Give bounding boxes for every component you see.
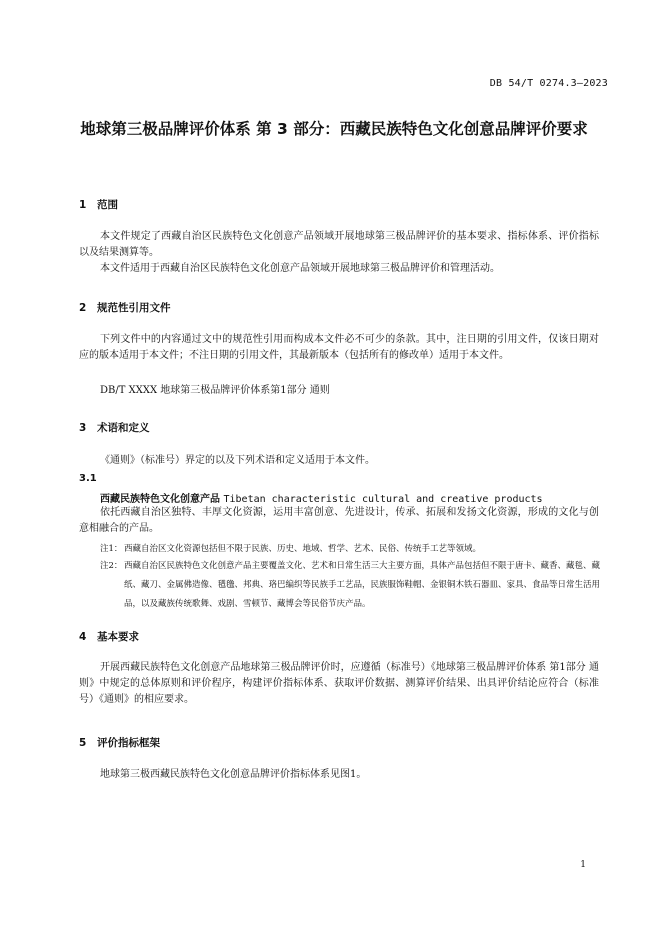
section-2-title: 规范性引用文件 bbox=[97, 302, 171, 314]
section-2-heading bbox=[79, 300, 171, 315]
section-5-number: 5 bbox=[79, 737, 87, 749]
document-title: 地球第三极品牌评价体系 第 3 部分：西藏民族特色文化创意品牌评价要求 bbox=[80, 120, 588, 138]
note-2 bbox=[100, 557, 601, 609]
section-4-title: 基本要求 bbox=[97, 631, 139, 643]
section-3-heading bbox=[79, 420, 150, 435]
section-3-paragraph-1: 《通则》（标准号）界定的以及下列术语和定义适用于本文件。 bbox=[100, 455, 375, 466]
note-2-label: 注2： bbox=[100, 561, 123, 571]
section-1-paragraph-1: 本文件规定了西藏自治区民族特色文化创意产品领域开展地球第三极品牌评价的基本要求、指标体系、评价指标以及结果测算等。 bbox=[79, 231, 599, 258]
section-4-number: 4 bbox=[79, 631, 87, 643]
section-1-title: 范围 bbox=[97, 199, 118, 211]
section-4-heading bbox=[79, 629, 139, 644]
clause-3-1-number: 3.1 bbox=[79, 473, 97, 484]
note-1-text: 西藏自治区文化资源包括但不限于民族、历史、地域、哲学、艺术、民俗、传统手工艺等领域。 bbox=[124, 544, 482, 554]
section-1-number: 1 bbox=[79, 199, 87, 211]
section-2-number: 2 bbox=[79, 302, 87, 314]
term-chinese: 西藏民族特色文化创意产品 bbox=[100, 494, 220, 505]
section-2-paragraph-1: 下列文件中的内容通过文中的规范性引用而构成本文件必不可少的条款。其中，注日期的引用文件，仅该日期对应的版本适用于本文件；不注日期的引用文件，其最新版本（包括所有的修改单）适用于本文件。 bbox=[79, 334, 599, 361]
section-3-number: 3 bbox=[79, 422, 87, 434]
section-5-paragraph-1: 地球第三极西藏民族特色文化创意品牌评价指标体系见图1。 bbox=[100, 769, 367, 780]
standard-code: DB 54/T 0274.3—2023 bbox=[489, 78, 608, 89]
section-3-title: 术语和定义 bbox=[97, 422, 150, 434]
normative-reference: DB/T XXXX 地球第三极品牌评价体系第1部分 通则 bbox=[100, 385, 330, 396]
section-1-paragraph-2: 本文件适用于西藏自治区民族特色文化创意产品领域开展地球第三极品牌评价和管理活动。 bbox=[100, 263, 500, 274]
note-2-text: 西藏自治区民族特色文化创意产品主要覆盖文化、艺术和日常生活三大主要方面，具体产品包括但不限于唐卡、藏香、藏毯、藏纸、藏刀、金属佛造像、氆氇、邦典、珞巴编织等民族手工艺品，民族服饰鞋帽、金银铜木铁石器皿、家具、食品等日常生活用品，以及藏族传统歌舞、戏剧、雪顿节、藏博会等民俗节庆产品。 bbox=[124, 561, 601, 609]
note-1-label: 注1： bbox=[100, 544, 123, 554]
section-1-heading bbox=[79, 197, 118, 212]
term-definition: 依托西藏自治区独特、丰厚文化资源，运用丰富创意、先进设计，传承、拓展和发扬文化资源，形成的文化与创意相融合的产品。 bbox=[79, 507, 599, 534]
section-5-heading bbox=[79, 735, 160, 750]
page-number: 1 bbox=[580, 860, 586, 870]
term-english: Tibetan characteristic cultural and creative products bbox=[223, 494, 543, 505]
section-4-paragraph-1: 开展西藏民族特色文化创意产品地球第三极品牌评价时，应遵循（标准号）《地球第三极品牌评价体系 第1部分 通则》中规定的总体原则和评价程序，构建评价指标体系、获取评价数据、测算评价结果、出具评价结论应符合（标准号）《通则》的相应要求。 bbox=[79, 662, 599, 705]
term-entry bbox=[100, 490, 543, 505]
section-5-title: 评价指标框架 bbox=[97, 737, 160, 749]
